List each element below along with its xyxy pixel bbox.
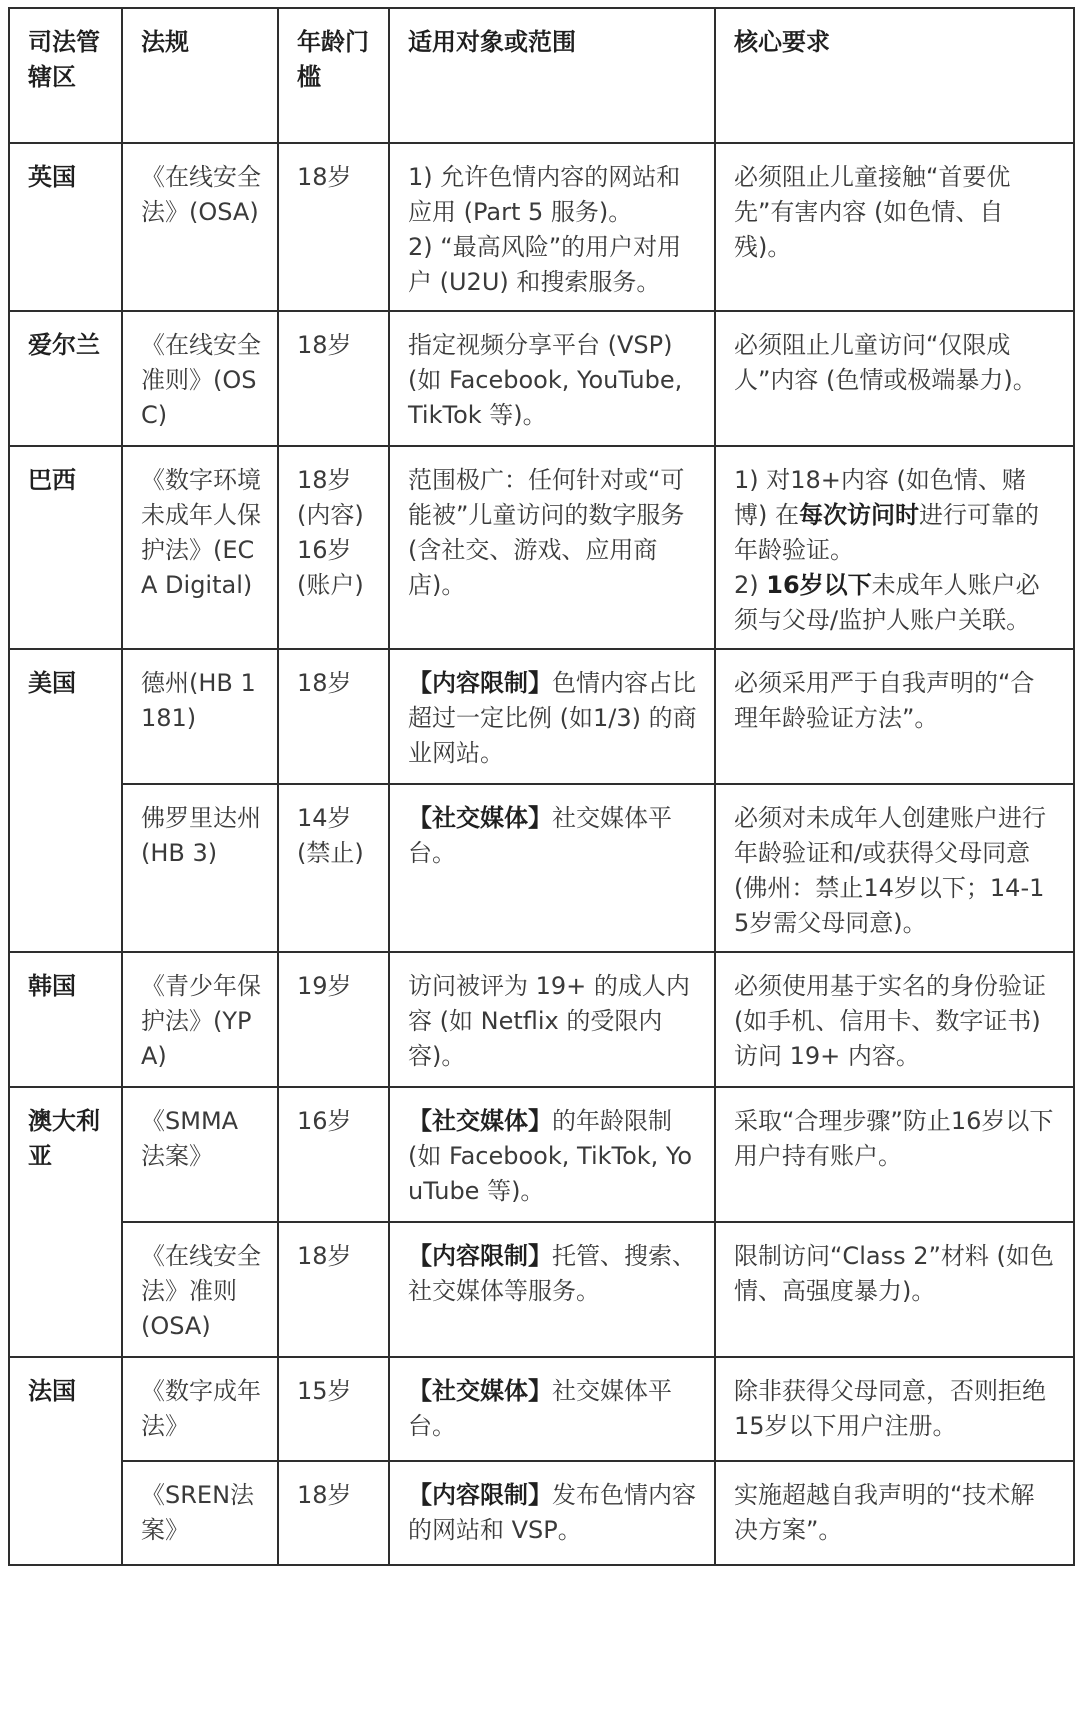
region-cell: 爱尔兰 [9, 311, 122, 446]
law-cell: 《数字成年法》 [122, 1357, 278, 1461]
header-age: 年龄门槛 [278, 8, 389, 143]
age-verification-regulation-table [8, 7, 1075, 1566]
law-cell: 《青少年保护法》(YPA) [122, 952, 278, 1087]
requirement-cell: 必须对未成年人创建账户进行年龄验证和/或获得父母同意 (佛州：禁止14岁以下；14-15岁需父母同意)。 [715, 784, 1074, 952]
scope-cell: 指定视频分享平台 (VSP) (如 Facebook, YouTube, TikTok 等)。 [389, 311, 715, 446]
requirement-item-1: 1) 对18+内容 (如色情、赌博) 在每次访问时进行可靠的年龄验证。 [734, 466, 1039, 564]
region-cell: 韩国 [9, 952, 122, 1087]
scope-cell: 【社交媒体】社交媒体平台。 [389, 1357, 715, 1461]
header-requirement: 核心要求 [715, 8, 1074, 143]
table-row [9, 649, 1074, 784]
age-cell: 18岁 [278, 1461, 389, 1565]
age-cell: 18岁 [278, 311, 389, 446]
requirement-cell [715, 446, 1074, 649]
region-cell: 英国 [9, 143, 122, 311]
table-row [9, 784, 1074, 952]
requirement-cell: 必须使用基于实名的身份验证 (如手机、信用卡、数字证书) 访问 19+ 内容。 [715, 952, 1074, 1087]
requirement-cell: 限制访问“Class 2”材料 (如色情、高强度暴力)。 [715, 1222, 1074, 1357]
scope-tag: 【内容限制】 [408, 669, 552, 697]
requirement-cell: 必须阻止儿童访问“仅限成人”内容 (色情或极端暴力)。 [715, 311, 1074, 446]
scope-cell: 1) 允许色情内容的网站和应用 (Part 5 服务)。 2) “最高风险”的用户对用户 (U2U) 和搜索服务。 [389, 143, 715, 311]
scope-tag: 【社交媒体】 [408, 1107, 552, 1135]
requirement-cell: 除非获得父母同意，否则拒绝15岁以下用户注册。 [715, 1357, 1074, 1461]
scope-cell: 访问被评为 19+ 的成人内容 (如 Netflix 的受限内容)。 [389, 952, 715, 1087]
table-row [9, 1222, 1074, 1357]
requirement-cell: 必须阻止儿童接触“首要优先”有害内容 (如色情、自残)。 [715, 143, 1074, 311]
law-cell: 《SMMA法案》 [122, 1087, 278, 1222]
emphasis-text: 16岁以下 [766, 571, 872, 599]
law-cell: 佛罗里达州(HB 3) [122, 784, 278, 952]
table-row [9, 1357, 1074, 1461]
law-cell: 《在线安全准则》(OSC) [122, 311, 278, 446]
scope-tag: 【社交媒体】 [408, 1377, 552, 1405]
table-row [9, 1461, 1074, 1565]
age-cell: 16岁 [278, 1087, 389, 1222]
table-row [9, 143, 1074, 311]
scope-cell: 【内容限制】发布色情内容的网站和 VSP。 [389, 1461, 715, 1565]
table-row [9, 446, 1074, 649]
table-row [9, 952, 1074, 1087]
age-cell: 15岁 [278, 1357, 389, 1461]
scope-tag: 【内容限制】 [408, 1242, 552, 1270]
age-cell: 18岁 [278, 143, 389, 311]
scope-cell: 【内容限制】托管、搜索、社交媒体等服务。 [389, 1222, 715, 1357]
scope-cell: 【社交媒体】的年龄限制 (如 Facebook, TikTok, YouTube 等)。 [389, 1087, 715, 1222]
table-row [9, 311, 1074, 446]
header-scope: 适用对象或范围 [389, 8, 715, 143]
requirement-cell: 采取“合理步骤”防止16岁以下用户持有账户。 [715, 1087, 1074, 1222]
law-cell: 《数字环境未成年人保护法》(ECA Digital) [122, 446, 278, 649]
law-cell: 德州(HB 1181) [122, 649, 278, 784]
law-cell: 《在线安全法》准则(OSA) [122, 1222, 278, 1357]
age-cell: 19岁 [278, 952, 389, 1087]
scope-tag: 【社交媒体】 [408, 804, 552, 832]
region-cell: 法国 [9, 1357, 122, 1565]
requirement-cell: 实施超越自我声明的“技术解决方案”。 [715, 1461, 1074, 1565]
header-region: 司法管辖区 [9, 8, 122, 143]
requirement-item-2: 2) 16岁以下未成年人账户必须与父母/监护人账户关联。 [734, 571, 1040, 634]
age-cell: 18岁 [278, 1222, 389, 1357]
region-cell: 美国 [9, 649, 122, 952]
region-cell: 澳大利亚 [9, 1087, 122, 1357]
age-cell: 18岁 (内容) 16岁 (账户) [278, 446, 389, 649]
scope-tag: 【内容限制】 [408, 1481, 552, 1509]
scope-cell: 【内容限制】色情内容占比超过一定比例 (如1/3) 的商业网站。 [389, 649, 715, 784]
law-cell: 《SREN法案》 [122, 1461, 278, 1565]
scope-cell: 范围极广：任何针对或“可能被”儿童访问的数字服务 (含社交、游戏、应用商店)。 [389, 446, 715, 649]
regulation-table-container [8, 7, 1073, 1566]
requirement-cell: 必须采用严于自我声明的“合理年龄验证方法”。 [715, 649, 1074, 784]
emphasis-text: 每次访问时 [799, 501, 919, 529]
table-header-row [9, 8, 1074, 143]
header-law: 法规 [122, 8, 278, 143]
law-cell: 《在线安全法》(OSA) [122, 143, 278, 311]
region-cell: 巴西 [9, 446, 122, 649]
age-cell: 14岁 (禁止) [278, 784, 389, 952]
scope-cell: 【社交媒体】社交媒体平台。 [389, 784, 715, 952]
age-cell: 18岁 [278, 649, 389, 784]
table-row [9, 1087, 1074, 1222]
